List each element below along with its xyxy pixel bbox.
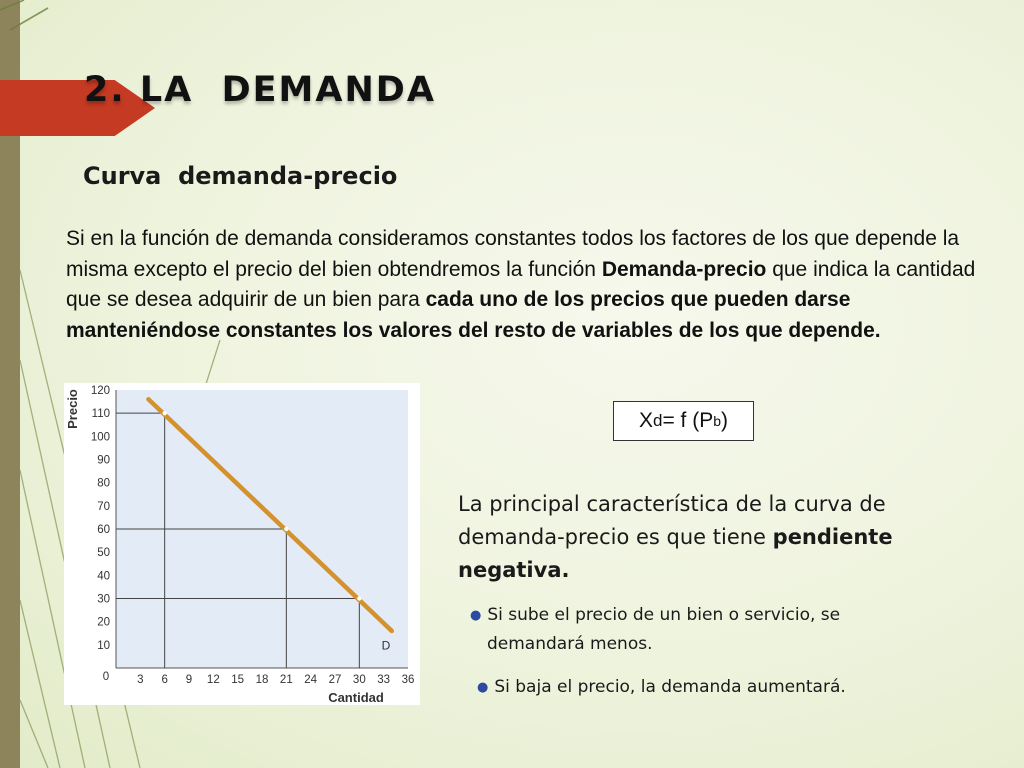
y-tick-label: 120: [90, 385, 110, 397]
demand-point: [284, 527, 288, 531]
x-tick-label: 33: [377, 674, 391, 686]
demand-point: [357, 596, 361, 600]
origin-label: 0: [102, 671, 110, 683]
y-tick-label: 50: [97, 547, 110, 560]
x-tick-label: 6: [161, 674, 168, 686]
x-tick-label: 12: [206, 674, 220, 686]
bullet-text: Si baja el precio, la demanda aumentará.: [494, 677, 846, 697]
formula-rest: = f (P: [662, 409, 714, 432]
x-tick-label: 3: [137, 674, 144, 686]
formula-close: ): [721, 409, 729, 432]
demand-formula: [613, 401, 754, 441]
x-tick-label: 36: [401, 674, 415, 686]
y-tick-label: 20: [97, 616, 110, 629]
demand-chart: [64, 383, 420, 705]
intro-paragraph: [66, 224, 978, 346]
formula-d: d: [652, 411, 663, 430]
curve-label: D: [381, 638, 391, 653]
x-tick-label: 27: [328, 674, 342, 686]
bullet-price-up: [470, 601, 900, 658]
bullet-dot: ●: [470, 608, 482, 623]
main-point-paragraph: [458, 488, 948, 587]
y-tick-label: 10: [97, 639, 110, 652]
bullet-dot: ●: [477, 680, 489, 695]
x-tick-label: 21: [279, 674, 293, 686]
intro-text-1: Si en la función de demanda consideramos constantes todos los factores de los que depende la misma excepto el precio del bien obtendremos la función: [66, 227, 960, 281]
x-tick-label: 15: [231, 674, 245, 686]
formula-b: b: [713, 413, 722, 429]
y-tick-label: 80: [97, 477, 110, 490]
y-tick-label: 30: [97, 593, 110, 606]
y-tick-label: 90: [97, 454, 110, 467]
x-tick-label: 9: [185, 674, 193, 686]
slide-title: 2. LA DEMANDA: [84, 70, 436, 110]
y-tick-label: 110: [91, 408, 110, 421]
intro-text-2: que indica la cantidad que se desea adquirir de un bien para: [66, 257, 976, 311]
main-point-bold: pendiente negativa.: [458, 525, 893, 582]
bullet-text: Si sube el precio de un bien o servicio, se: [487, 605, 841, 625]
y-tick-label: 70: [97, 500, 110, 513]
y-tick-label: 60: [97, 524, 110, 536]
intro-bold-1: Demanda-precio: [601, 257, 767, 281]
bullet-price-down: [477, 673, 907, 702]
bullet-text-continued: demandará menos.: [487, 634, 653, 654]
intro-bold-2: cada uno de los precios que pueden darse manteniéndose constantes los valores del resto de variables de los que depende.: [66, 288, 881, 342]
x-axis-title: Cantidad: [328, 690, 384, 705]
y-tick-label: 40: [97, 570, 110, 583]
demand-point: [162, 411, 166, 415]
main-point-text: La principal característica de la curva de demanda-precio es que tiene: [458, 492, 886, 549]
x-tick-label: 18: [255, 674, 269, 686]
demand-chart-svg: [64, 383, 420, 705]
x-tick-label: 24: [304, 674, 318, 686]
x-tick-label: 30: [352, 674, 366, 686]
y-tick-label: 100: [90, 431, 110, 444]
y-axis-title: Precio: [65, 389, 80, 429]
slide-subtitle: Curva demanda-precio: [83, 162, 398, 190]
formula-x: X: [638, 409, 653, 432]
